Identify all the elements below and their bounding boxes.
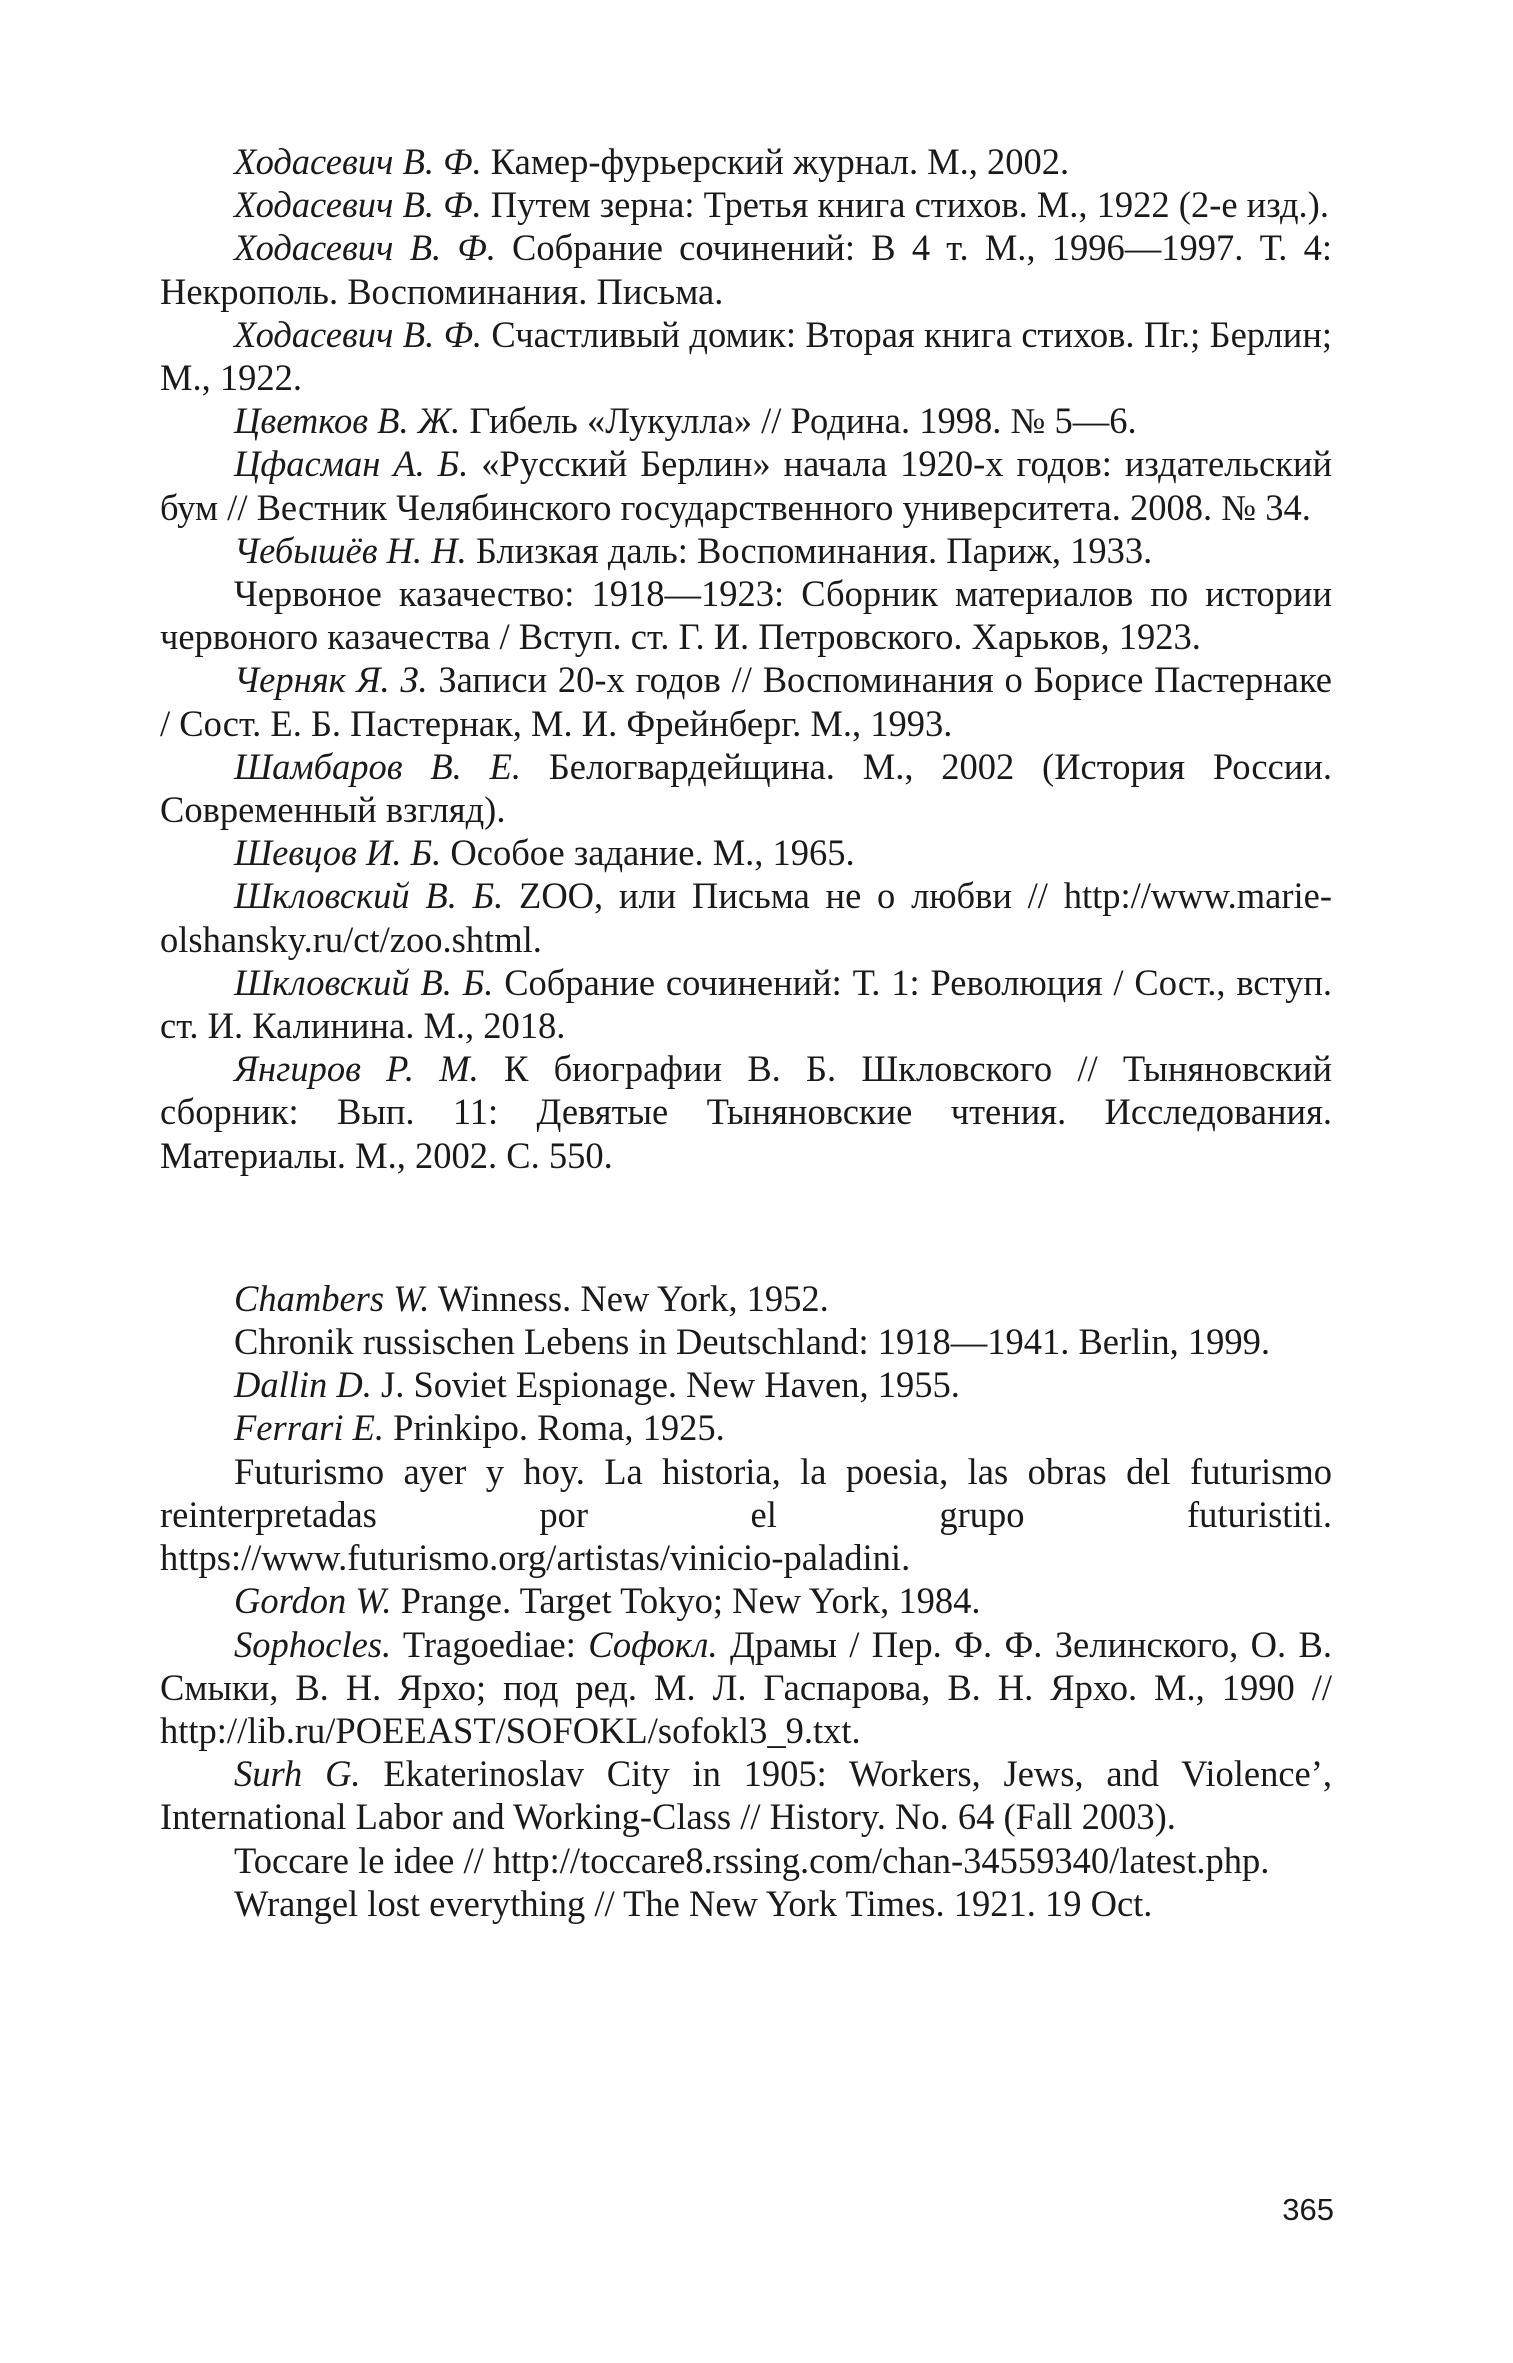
entry-text: Prinkipo. Roma, 1925. [384,1407,725,1449]
entry-author: Цветков В. Ж. [234,400,461,442]
entry-text: К биографии В. Б. Шкловского // Тыняновский сборник: Вып. 11: Девятые Тыняновские чтения. Исследования. Материалы. М., 2002. С. 550. [160,1048,1332,1176]
entry-text: Счастливый домик: Вторая книга стихов. Пг.; Берлин; М., 1922. [160,313,1332,399]
entry-text: Камер-фурьерский журнал. М., 2002. [481,141,1070,182]
entry-author: Ходасевич В. Ф. [234,184,482,226]
entry-text: Ekaterinoslav City in 1905: Workers, Jews, and Violence’, International Labor and Working-Class // History. No. 64 (Fall 2003). [160,1753,1333,1838]
entry-text: Tragoediae: [391,1623,589,1665]
entry-author: Шамбаров В. Е. [234,745,522,787]
entry-text: J. Soviet Espionage. New Haven, 1955. [371,1364,960,1406]
bibliography-entry [160,658,1332,744]
entry-author: Шевцов И. Б. [234,832,442,874]
bibliography-entry [160,745,1332,831]
bibliography-entry [160,140,1332,183]
entry-text: Гибель «Лукулла» // Родина. 1998. № 5—6. [460,400,1137,442]
entry-text: Собрание сочинений: Т. 1: Революция / Сост., вступ. ст. И. Калинина. М., 2018. [160,961,1332,1047]
bibliography-entry [160,1047,1332,1177]
entry-text: Особое задание. М., 1965. [441,832,855,874]
entry-author: Цфасман А. Б. [234,443,469,485]
entry-author: Шкловский В. Б. [234,961,494,1003]
entry-text: Белогвардейщина. М., 2002 (История России. Современный взгляд). [160,745,1332,831]
russian-bibliography [160,140,1332,1177]
entry-text: Prange. Target Tokyo; New York, 1984. [391,1580,981,1622]
entry-text: Chronik russischen Lebens in Deutschland: 1918—1941. Berlin, 1999. [234,1321,1271,1363]
entry-text: Toccare le idee // http://toccare8.rssing.com/chan-34559340/latest.php. [234,1839,1270,1881]
foreign-bibliography [160,1277,1332,1925]
section-gap [160,1177,1332,1277]
entry-text: Futurismo ayer y hoy. La historia, la poesia, las obras del futurismo reinterpretadas por el grupo futuristiti. https://www.futurismo.org/artistas/vinicio-paladini. [160,1450,1332,1579]
bibliography-entry [160,1320,1332,1363]
bibliography-entry [160,226,1332,312]
entry-author: Gordon W. [234,1580,392,1622]
entry-text: «Русский Берлин» начала 1920-х годов: издательский бум // Вестник Челябинского государственного университета. 2008. № 34. [160,443,1333,528]
bibliography-entry [160,831,1332,874]
bibliography-entry [160,183,1332,226]
bibliography-entry [160,529,1332,572]
bibliography-entry [160,1579,1332,1622]
bibliography-entry [160,442,1332,528]
entry-author: Sophocles. [234,1623,392,1665]
bibliography-entry [160,313,1332,399]
bibliography-entry [160,1752,1332,1838]
bibliography-page [160,140,1332,1925]
entry-author: Ходасевич В. Ф. [234,141,482,182]
entry-author: Чебышёв Н. Н. [234,529,467,571]
entry-text-translation: Драмы / Пер. Ф. Ф. Зелинского, О. В. Смыки, В. Н. Ярхо; под ред. М. Л. Гаспарова, В. Н. Ярхо. М., 1990 // http://lib.ru/POEEAST/SOFOKL/sofokl3_9.txt. [160,1623,1332,1751]
bibliography-entry [160,961,1332,1047]
entry-text: Wrangel lost everything // The New York Times. 1921. 19 Oct. [234,1882,1153,1924]
bibliography-entry [160,1623,1332,1753]
entry-text: Winness. New York, 1952. [429,1277,829,1319]
entry-text: Близкая даль: Воспоминания. Париж, 1933. [466,529,1153,571]
bibliography-entry [160,1406,1332,1449]
entry-author: Ходасевич В. Ф. [234,313,483,355]
entry-author: Черняк Я. З. [234,659,428,701]
page-number: 365 [1282,2192,1334,2227]
bibliography-entry [160,1277,1332,1320]
entry-author: Ferrari E. [234,1407,385,1449]
entry-author-translation: Софокл. [588,1623,718,1665]
entry-author: Янгиров Р. М. [234,1048,479,1090]
bibliography-entry [160,1450,1332,1580]
bibliography-entry [160,874,1332,960]
entry-author: Ходасевич В. Ф. [234,227,496,269]
bibliography-entry [160,1363,1332,1406]
bibliography-entry [160,1882,1332,1925]
bibliography-entry [160,399,1332,442]
entry-author: Chambers W. [234,1277,430,1319]
entry-text: ZOO, или Письма не о любви // http://www.marie-olshansky.ru/ct/zoo.shtml. [160,875,1332,960]
entry-text: Путем зерна: Третья книга стихов. М., 1922 (2-е изд.). [481,184,1329,226]
entry-text: Червоное казачество: 1918—1923: Сборник материалов по истории червоного казачества / Вступ. ст. Г. И. Петровского. Харьков, 1923. [160,573,1332,658]
entry-author: Dallin D. [234,1364,372,1406]
entry-text: Записи 20-х годов // Воспоминания о Борисе Пастернаке / Сост. Е. Б. Пастернак, М. И. Фрейнберг. М., 1993. [160,659,1332,744]
entry-text: Собрание сочинений: В 4 т. М., 1996—1997. Т. 4: Некрополь. Воспоминания. Письма. [160,227,1333,312]
bibliography-entry [160,572,1332,658]
entry-author: Surh G. [234,1753,361,1795]
entry-author: Шкловский В. Б. [234,875,504,917]
bibliography-entry [160,1839,1332,1882]
